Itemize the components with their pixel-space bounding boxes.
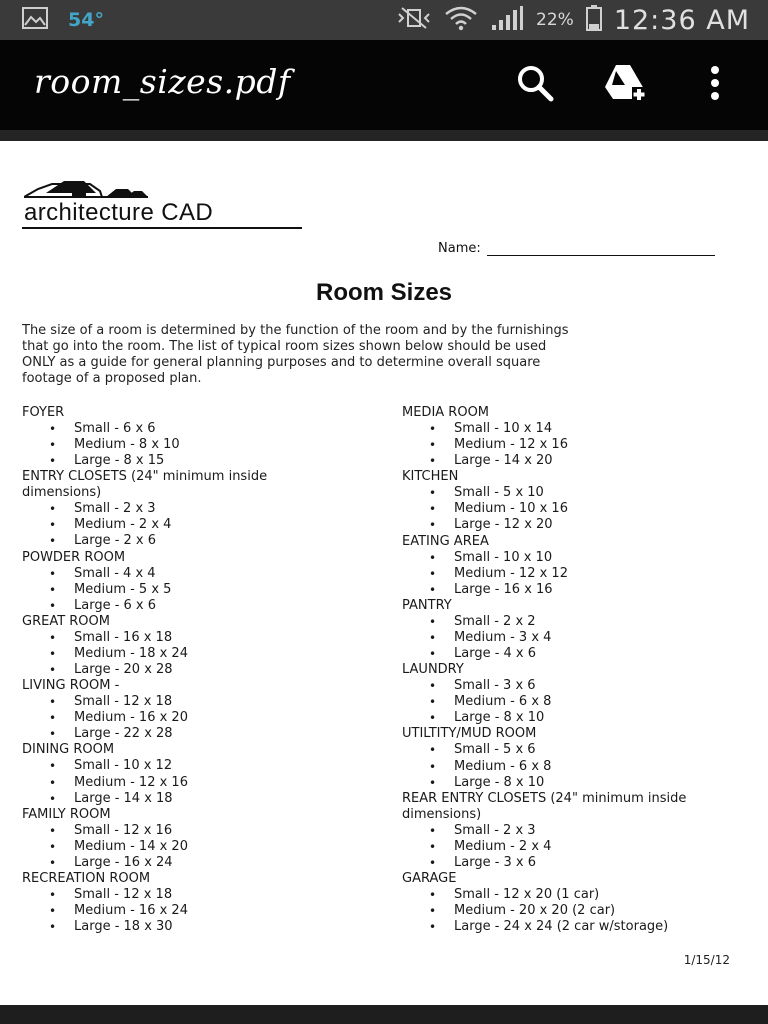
room-size-item: • Small - 10 x 12: [22, 758, 372, 774]
room-size-item: • Small - 10 x 10: [402, 550, 752, 566]
room-size-list: [402, 742, 752, 790]
room-size-item: • Medium - 14 x 20: [22, 839, 372, 855]
room-size-item: • Large - 16 x 16: [402, 582, 752, 598]
pdf-page[interactable]: [0, 141, 768, 1005]
room-size-item: • Small - 2 x 3: [22, 501, 372, 517]
room-size-list: [402, 614, 752, 662]
room-size-item: • Large - 14 x 20: [402, 453, 752, 469]
app-bar: [0, 40, 768, 130]
room-size-list: [22, 421, 372, 469]
room-section: [22, 405, 372, 469]
room-section: [402, 791, 752, 871]
room-size-list: [22, 758, 372, 806]
room-size-list: [402, 550, 752, 598]
room-size-list: [402, 485, 752, 533]
document-title: room_sizes.pdf: [34, 62, 291, 101]
room-size-item: • Medium - 2 x 4: [402, 839, 752, 855]
room-size-item: • Small - 12 x 20 (1 car): [402, 887, 752, 903]
room-size-item: • Medium - 12 x 12: [402, 566, 752, 582]
google-drive-add-icon: [602, 63, 648, 107]
room-size-item: • Medium - 5 x 5: [22, 582, 372, 598]
room-size-item: • Medium - 8 x 10: [22, 437, 372, 453]
search-icon: [515, 63, 555, 107]
room-size-item: • Small - 2 x 2: [402, 614, 752, 630]
room-size-list: [22, 501, 372, 549]
room-section: [22, 807, 372, 871]
room-heading: KITCHEN: [402, 469, 459, 485]
room-size-item: • Large - 6 x 6: [22, 598, 372, 614]
app-bar-actions: [512, 62, 738, 108]
cell-signal-icon: [490, 5, 524, 35]
name-blank-line: [487, 243, 715, 256]
intro-line: that go into the room. The list of typical room sizes shown below should be used: [22, 339, 547, 354]
room-size-list: [402, 678, 752, 726]
room-size-item: • Medium - 16 x 24: [22, 903, 372, 919]
room-size-item: • Medium - 12 x 16: [22, 775, 372, 791]
room-section: [22, 871, 372, 935]
room-size-item: • Small - 12 x 18: [22, 694, 372, 710]
page-title: Room Sizes: [315, 279, 453, 306]
gallery-notification-icon: [22, 7, 48, 33]
room-heading: MEDIA ROOM: [402, 405, 490, 420]
room-size-item: • Small - 2 x 3: [402, 823, 752, 839]
room-size-item: • Medium - 18 x 24: [22, 646, 372, 662]
name-field: [438, 241, 715, 256]
room-section: [402, 469, 752, 533]
room-heading: LAUNDRY: [402, 662, 464, 678]
room-size-item: • Medium - 10 x 16: [402, 501, 752, 517]
room-size-item: • Large - 12 x 20: [402, 517, 752, 533]
room-size-item: • Small - 10 x 14: [402, 421, 752, 437]
bottom-navigation-strip: [0, 1005, 768, 1024]
room-section: [22, 550, 372, 614]
room-heading: GREAT ROOM: [22, 613, 110, 629]
name-label: Name:: [438, 241, 481, 256]
room-section: [402, 871, 752, 935]
room-size-item: • Small - 6 x 6: [22, 421, 372, 437]
room-section: [402, 405, 752, 469]
room-size-list: [22, 823, 372, 871]
app-bar-shadow: [0, 130, 768, 141]
room-section: [22, 678, 372, 742]
room-size-item: • Medium - 3 x 4: [402, 630, 752, 646]
room-list-right-column: [402, 405, 752, 935]
room-heading: EATING AREA: [402, 533, 489, 549]
room-size-item: • Large - 22 x 28: [22, 726, 372, 742]
room-section: [402, 598, 752, 662]
room-heading: PANTRY: [402, 597, 452, 613]
room-size-list: [402, 887, 752, 935]
intro-line: footage of a proposed plan.: [22, 371, 202, 386]
room-section: [22, 742, 372, 806]
room-section: [402, 534, 752, 598]
room-size-list: [22, 887, 372, 935]
room-size-item: • Large - 2 x 6: [22, 533, 372, 549]
room-section: [22, 469, 372, 549]
room-size-item: • Small - 5 x 10: [402, 485, 752, 501]
room-size-item: • Medium - 6 x 8: [402, 759, 752, 775]
room-heading: FOYER: [22, 405, 65, 420]
room-heading: REAR ENTRY CLOSETS (24" minimum inside dimensions): [402, 790, 687, 822]
room-heading: LIVING ROOM -: [22, 678, 120, 694]
weather-temperature: 54°: [68, 9, 104, 31]
status-bar: [0, 0, 768, 40]
room-size-list: [402, 823, 752, 871]
add-to-drive-button[interactable]: [602, 62, 648, 108]
room-size-item: • Medium - 6 x 8: [402, 694, 752, 710]
logo-underline: [22, 227, 302, 229]
room-size-item: • Large - 3 x 6: [402, 855, 752, 871]
room-section: [22, 614, 372, 678]
status-clock: 12:36 AM: [613, 4, 750, 36]
room-size-list: [22, 694, 372, 742]
room-section: [402, 726, 752, 790]
room-size-item: • Small - 3 x 6: [402, 678, 752, 694]
status-right: [396, 3, 750, 37]
room-heading: UTILTITY/MUD ROOM: [402, 726, 537, 742]
room-size-item: • Large - 24 x 24 (2 car w/storage): [402, 919, 752, 935]
overflow-menu-icon: [709, 65, 721, 105]
room-size-list: [402, 421, 752, 469]
document-date: 1/15/12: [683, 953, 730, 967]
room-size-item: • Large - 18 x 30: [22, 919, 372, 935]
room-size-item: • Medium - 2 x 4: [22, 517, 372, 533]
room-heading: RECREATION ROOM: [22, 870, 151, 886]
room-size-item: • Medium - 16 x 20: [22, 710, 372, 726]
overflow-menu-button[interactable]: [692, 62, 738, 108]
room-section: [402, 662, 752, 726]
room-size-item: • Large - 14 x 18: [22, 791, 372, 807]
room-heading: ENTRY CLOSETS (24" minimum inside dimensions): [22, 469, 268, 501]
room-size-item: • Large - 20 x 28: [22, 662, 372, 678]
intro-line: ONLY as a guide for general planning purposes and to determine overall square: [22, 355, 541, 370]
wifi-icon: [444, 5, 478, 35]
room-size-item: • Small - 12 x 16: [22, 823, 372, 839]
room-size-item: • Large - 8 x 10: [402, 775, 752, 791]
room-size-item: • Small - 5 x 6: [402, 742, 752, 758]
room-size-item: • Large - 4 x 6: [402, 646, 752, 662]
room-size-item: • Large - 8 x 10: [402, 710, 752, 726]
room-list-left-column: [22, 405, 372, 935]
room-heading: GARAGE: [402, 870, 457, 886]
intro-paragraph: [22, 323, 728, 387]
logo-text: architecture CAD: [24, 199, 214, 226]
room-heading: DINING ROOM: [22, 742, 115, 758]
room-heading: POWDER ROOM: [22, 549, 126, 565]
architecture-cad-logo: [22, 181, 304, 231]
room-size-item: • Medium - 12 x 16: [402, 437, 752, 453]
room-size-item: • Small - 16 x 18: [22, 630, 372, 646]
room-size-item: • Small - 4 x 4: [22, 566, 372, 582]
battery-icon: [586, 5, 602, 35]
room-size-item: • Large - 8 x 15: [22, 453, 372, 469]
room-size-item: • Large - 16 x 24: [22, 855, 372, 871]
intro-line: The size of a room is determined by the function of the room and by the furnishings: [22, 323, 569, 338]
room-size-item: • Small - 12 x 18: [22, 887, 372, 903]
room-size-list: [22, 566, 372, 614]
room-heading: FAMILY ROOM: [22, 806, 111, 822]
battery-percent: 22%: [536, 10, 574, 30]
room-size-list: [22, 630, 372, 678]
search-button[interactable]: [512, 62, 558, 108]
status-left: [22, 6, 104, 34]
room-size-item: • Medium - 20 x 20 (2 car): [402, 903, 752, 919]
vibrate-mute-icon: [396, 6, 432, 34]
